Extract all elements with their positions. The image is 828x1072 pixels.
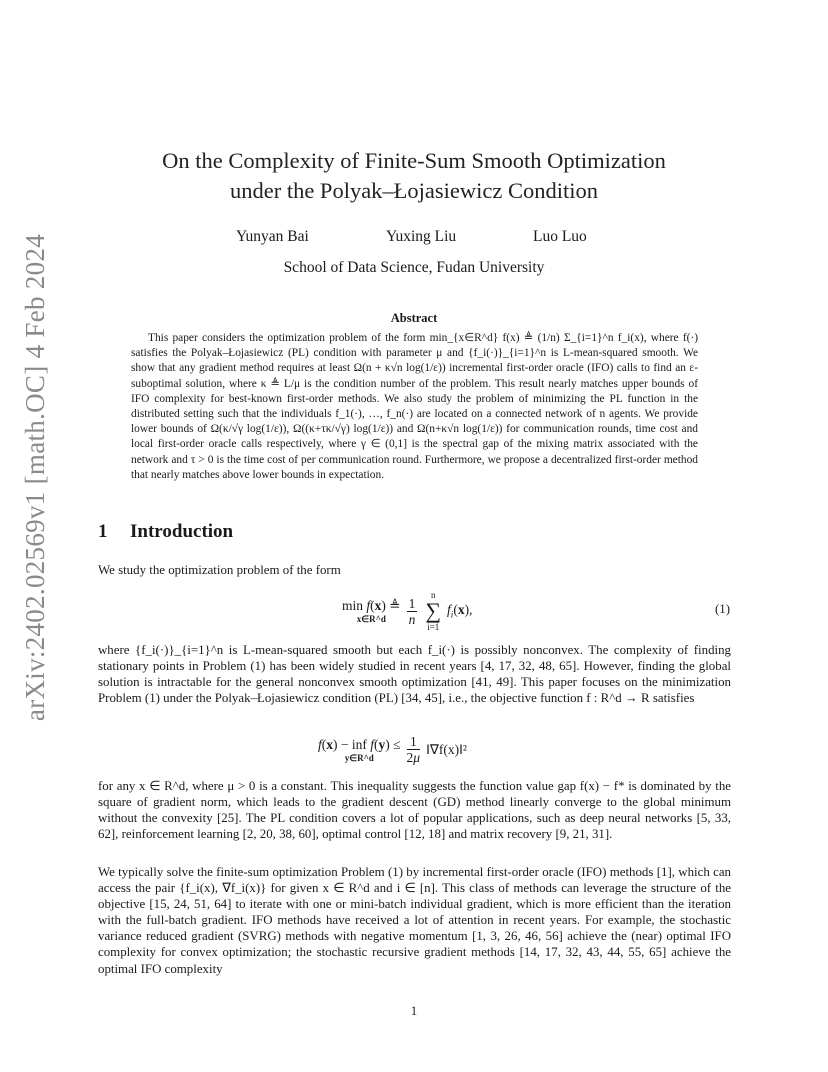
paragraph: for any x ∈ R^d, where μ > 0 is a constant. This inequality suggests the function value gap f(x) − f* is dominated by the square of gradient norm, which leads to the gradient descent (GD) method linearly converge to the global minimum without the convexity [25]. The PL condition covers a lot of popular applications, such as deep neural networks [5, 33, 62], reinforcement learning [2, 20, 38, 60], optimal control [12, 18] and matrix recovery [9, 21, 31]. [98,779,731,842]
section-title: Introduction [130,521,234,542]
page-number: 1 [410,1004,418,1018]
paragraph: We typically solve the finite-sum optimization Problem (1) by incremental first-order oracle (IFO) methods [1], which can access the pair {f_i(x), ∇f_i(x)} for given x ∈ R^d and i ∈ [n]. This class of methods can leverage the structure of the objective [15, 24, 51, 64] to iterate with one or mini-batch individual gradient, which is more efficient than the iteration with the full-batch gradient. IFO methods have received a lot of attention in recent years. For example, the stochastic variance reduced gradient (SVRG) methods with negative momentum [1, 3, 26, 46, 56] achieve the (near) optimal IFO complexity for convex optimization; the stochastic recursive gradient methods [14, 17, 32, 43, 44, 55, 65] achieve the optimal IFO complexity [98,865,731,976]
equation-number: (1) [714,602,730,616]
abstract-heading: Abstract [390,311,438,325]
min-subscript: x∈R^d [356,614,386,624]
author-name: Luo Luo [533,228,587,245]
equation-rhs: ‖∇f(x)‖² [426,741,467,757]
sum-lower-limit: i=1 [427,622,440,632]
sum-operator: n ∑ i=1 [425,590,442,632]
author-name: Yuxing Liu [386,228,457,245]
fraction: $\frac{1}{n}$ [408,595,416,627]
section-number: 1 [98,521,108,542]
author-name: Yunyan Bai [236,228,309,245]
arxiv-identifier: arXiv:2402.02569v1 [math.OC] 4 Feb 2024 [20,233,51,721]
fraction: $\frac{1}{2\mu}$ [406,734,421,765]
section-heading [98,521,233,543]
arxiv-stamp [4,233,68,721]
title-line-1: On the Complexity of Finite-Sum Smooth Optimization [162,148,666,173]
paragraph: where {f_i(·)}_{i=1}^n is L-mean-squared smooth but each f_i(·) is possibly nonconvex. The complexity of finding stationary points in Problem (1) has been widely studied in recent years [4, 17, 32, 48, 65]. However, finding the global solution is intractable for the general nonconvex smooth optimization [41, 49]. This paper focuses on the minimization Problem (1) under the Polyak–Łojasiewicz condition (PL) [34, 45], i.e., the objective function f : R^d → R satisfies [98,643,731,706]
sum-upper-limit: n [430,590,436,600]
min-operator: min f(x) ≜ x∈R^d [342,598,401,624]
title-line-2: under the Polyak–Łojasiewicz Condition [229,178,599,203]
abstract-body: This paper considers the optimization problem of the form min_{x∈R^d} f(x) ≜ (1/n) Σ_{i=1}^n f_i(x), where f(·) satisfies the Polyak–Łojasiewicz (PL) condition with parameter μ and {f_i(·)}_{i=1}^n is L-mean-squared smooth. We show that any gradient method requires at least Ω(n + κ√n log(1/ε)) incremental first-order oracle (IFO) calls to find an ε-suboptimal solution, where κ ≜ L/μ is the condition number of the problem. This result nearly matches upper bounds of IFO complexity for best-known first-order methods. We also study the problem of minimizing the PL function in the distributed setting such that the individuals f_1(·), …, f_n(·) are located on a connected network of n agents. We provide lower bounds of Ω(κ/√γ log(1/ε)), Ω((κ+τκ/√γ) log(1/ε)) and Ω(n+κ√n log(1/ε)) for communication rounds, time cost and local first-order oracle calls respectively, where γ ∈ (0,1] is the spectral gap of the mixing matrix associated with the network and τ > 0 is the time cost of per communication round. Furthermore, we propose a decentralized first-order method that nearly matches above lower bounds in expectation. [131,332,698,481]
equation-rhs: $f_i(x)$, [447,602,473,620]
paragraph: We study the optimization problem of the form [98,563,341,577]
affiliation: School of Data Science, Fudan University [283,259,545,276]
paper-title [80,146,748,206]
inf-operator: f(x) − inf f(y) ≤ y∈R^d [318,736,401,763]
inf-subscript: y∈R^d [344,752,374,763]
